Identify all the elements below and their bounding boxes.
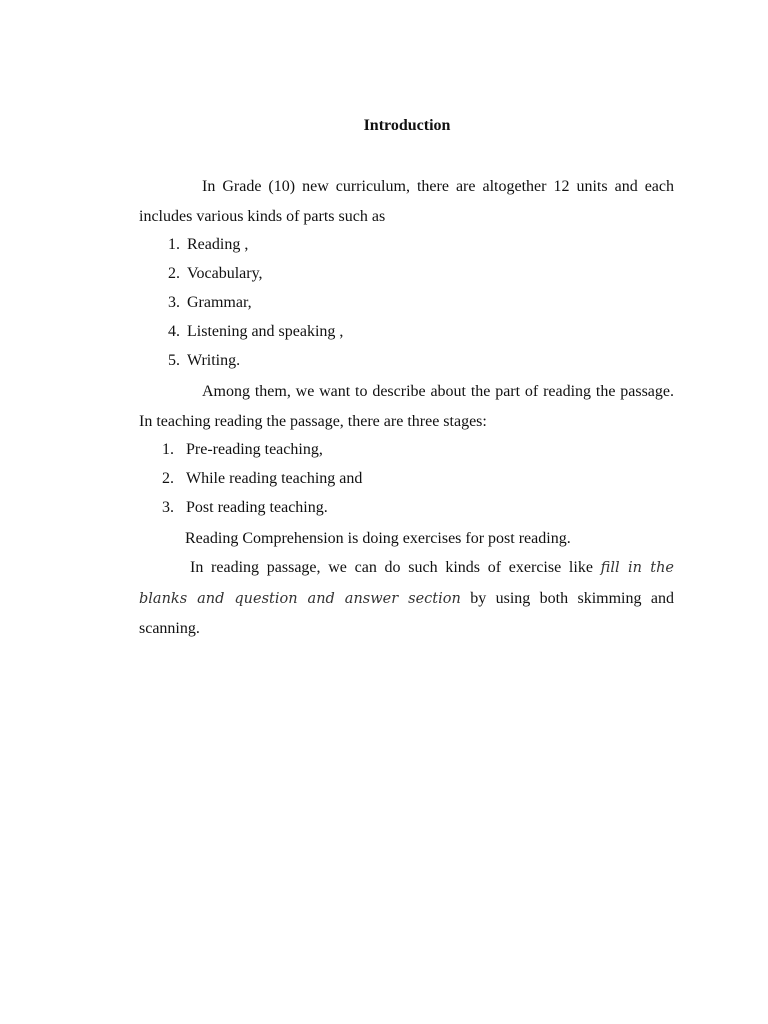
list-item-number: 4. — [168, 323, 180, 340]
list-item-number: 2. — [168, 265, 180, 282]
list-item-text: While reading teaching and — [186, 470, 363, 487]
list-item-text: Post reading teaching. — [186, 499, 328, 516]
page-title: Introduction — [363, 117, 451, 134]
list-item-number: 3. — [168, 294, 180, 311]
list-item-text: Vocabulary, — [187, 265, 263, 282]
list-item-text: Writing. — [187, 352, 241, 369]
stages-paragraph: Among them, we want to describe about the part of reading the passage. In teaching reading the passage, there are three stages: — [139, 383, 674, 430]
list-item-text: Reading , — [187, 236, 249, 253]
comprehension-paragraph: Reading Comprehension is doing exercises for post reading. — [185, 530, 571, 547]
exercise-emphasis: fill in the blanks and question and answer section — [139, 560, 674, 607]
list-item-number: 2. — [162, 470, 174, 487]
list-item-text: Grammar, — [187, 294, 252, 311]
list-item-number: 1. — [162, 441, 174, 458]
list-item-number: 5. — [168, 352, 180, 369]
list-item-text: Pre-reading teaching, — [186, 441, 323, 458]
list-item-number: 1. — [168, 236, 180, 253]
exercise-text-after: by using both skimming and scanning. — [139, 589, 674, 637]
intro-paragraph: In Grade (10) new curriculum, there are altogether 12 units and each includes various kinds of parts such as — [139, 178, 674, 225]
list-item-number: 3. — [162, 499, 174, 516]
exercise-paragraph — [139, 553, 674, 644]
exercise-text-before: In reading passage, we can do such kinds of exercise like — [190, 559, 601, 576]
list-item-text: Listening and speaking , — [187, 323, 344, 340]
